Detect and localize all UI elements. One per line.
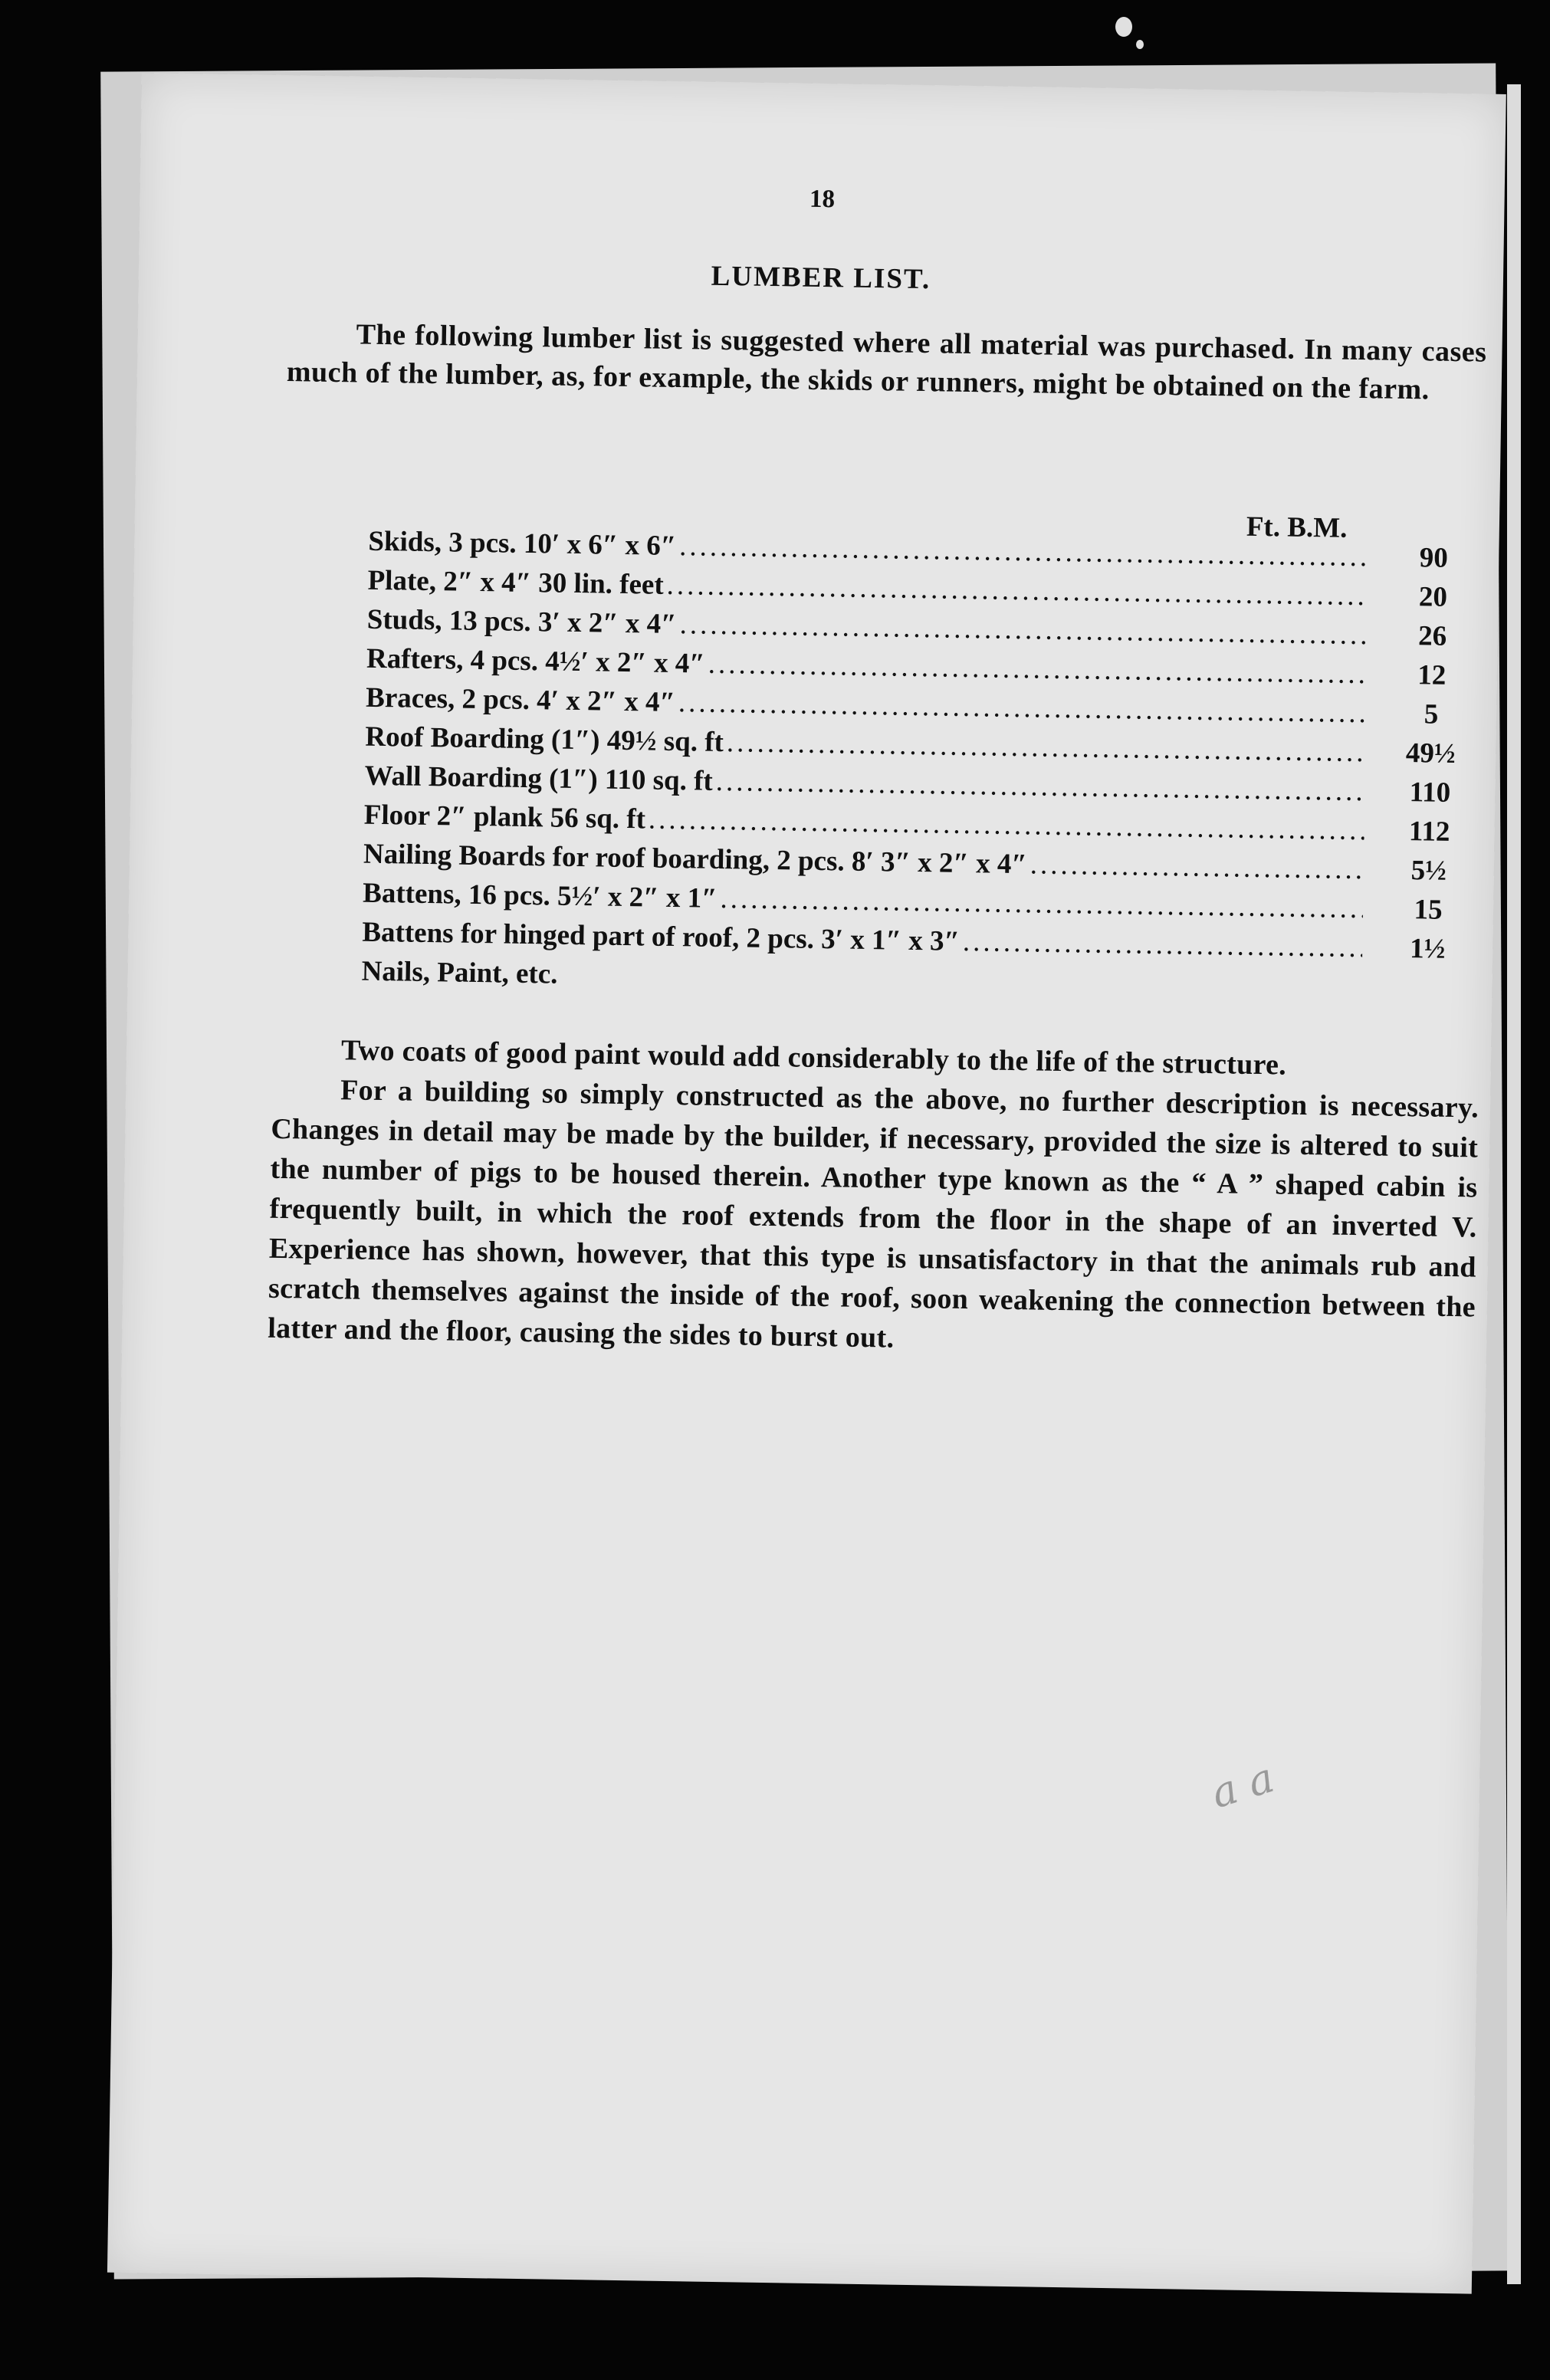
lumber-list: [361, 525, 1491, 1012]
dust-speck: [1136, 40, 1144, 49]
item-quantity: 12: [1417, 659, 1447, 691]
closing-text: [268, 1029, 1479, 1367]
dust-speck: [1115, 17, 1132, 37]
item-description: Nailing Boards for roof boarding, 2 pcs. 8′ 3″ x 2″ x 4″: [363, 838, 1028, 881]
page-edge: [1507, 84, 1521, 2284]
item-description: Roof Boarding (1″) 49½ sq. ft: [365, 721, 724, 759]
item-description: Skids, 3 pcs. 10′ x 6″ x 6″: [368, 525, 677, 563]
item-description: Wall Boarding (1″) 110 sq. ft: [364, 760, 714, 797]
document-page: [107, 73, 1506, 2294]
item-description: Plate, 2″ x 4″ 30 lin. feet: [367, 564, 665, 601]
item-quantity: 26: [1417, 620, 1447, 652]
item-quantity: 20: [1418, 581, 1448, 613]
item-quantity: 90: [1419, 542, 1449, 574]
dot-leader: [963, 925, 1363, 964]
dot-leader: [1030, 848, 1364, 886]
item-quantity: 1½: [1409, 933, 1446, 965]
item-quantity: 15: [1414, 894, 1443, 926]
pencil-annotation: a a: [1205, 1753, 1280, 1818]
list-column-header: Ft. B.M.: [1246, 510, 1348, 544]
closing-paragraph: For a building so simply constructed as the above, no further description is necessary. Changes in detail may be made by the builder, if necessary, provided the size is altered to suit the number of pigs to be housed therein. Another type known as the “ A ” shaped cabin is frequently built, in which the roof extends from the floor in the shape of an inverted V. Experience has shown, however, that this type is unsatisfactory in that the animals rub and scratch themselves against the inside of the roof, soon weakening the connection between the latter and the floor, causing the sides to burst out.: [267, 1074, 1479, 1354]
item-description: Floor 2″ plank 56 sq. ft: [363, 799, 646, 835]
item-description: Rafters, 4 pcs. 4½′ x 2″ x 4″: [366, 642, 706, 680]
closing-paragraph: Two coats of good paint would add considerably to the life of the structure.: [340, 1034, 1287, 1082]
item-description: Battens for hinged part of roof, 2 pcs. 3′ x 1″ x 3″: [362, 916, 961, 957]
item-description: Battens, 16 pcs. 5½′ x 2″ x 1″: [362, 877, 718, 914]
item-quantity: 49½: [1405, 737, 1456, 770]
item-description: Braces, 2 pcs. 4′ x 2″ x 4″: [365, 681, 676, 719]
page-title: LUMBER LIST.: [711, 260, 931, 296]
item-description: Studs, 13 pcs. 3′ x 2″ x 4″: [366, 603, 677, 641]
intro-paragraph: The following lumber list is suggested where all material was purchased. In many cases much of the lumber, as, for example, the skids or runners, might be obtained on the farm.: [286, 318, 1487, 406]
page-number: 18: [809, 185, 836, 214]
item-quantity: 110: [1409, 776, 1451, 809]
item-quantity: 5: [1424, 698, 1439, 730]
item-quantity: 112: [1408, 816, 1450, 848]
item-quantity: 5½: [1410, 855, 1447, 887]
item-description: Nails, Paint, etc.: [361, 955, 558, 990]
